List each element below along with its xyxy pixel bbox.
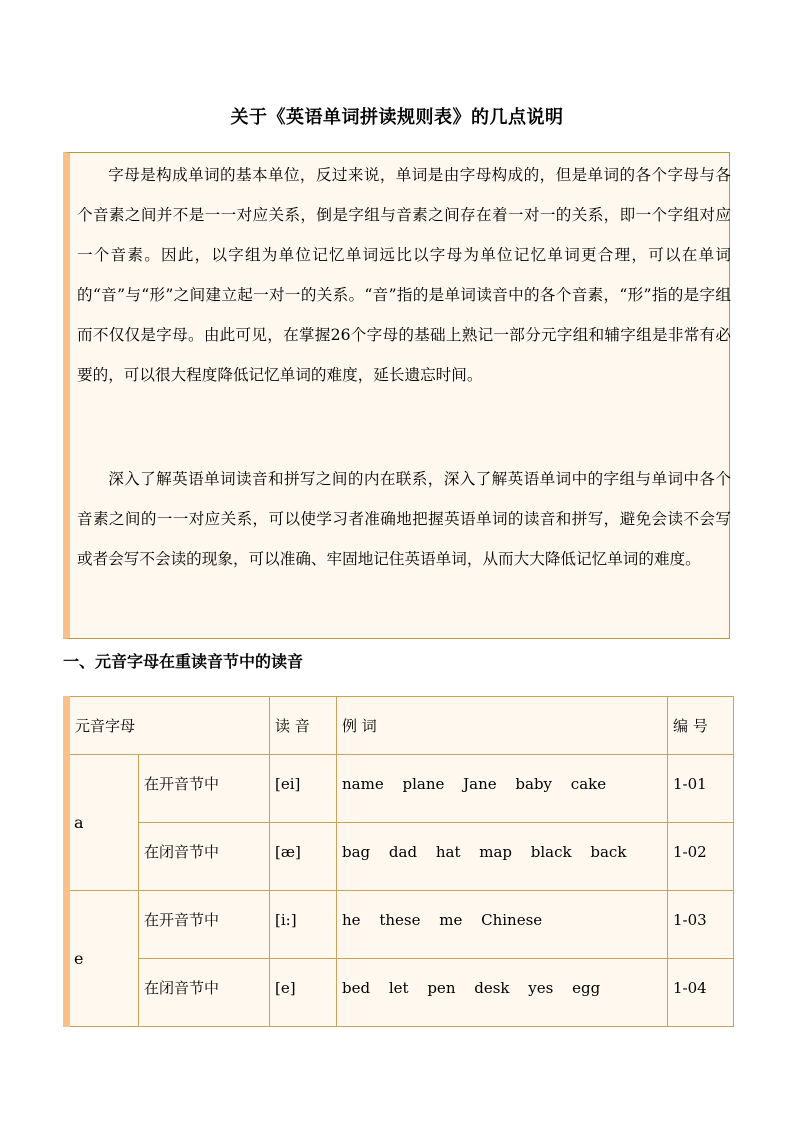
table-row — [67, 755, 734, 823]
header-number: 编 号 — [668, 697, 734, 755]
syllable-cell: 在闭音节中 — [139, 823, 270, 891]
syllable-cell: 在开音节中 — [139, 755, 270, 823]
examples-cell: bed let pen desk yes egg — [337, 959, 668, 1027]
pronunciation-cell: [e] — [270, 959, 337, 1027]
intro-box — [63, 152, 730, 639]
examples-cell: bag dad hat map black back — [337, 823, 668, 891]
document-title: 关于《英语单词拼读规则表》的几点说明 — [230, 107, 564, 128]
section-heading: 一、元音字母在重读音节中的读音 — [63, 652, 304, 671]
table-row — [67, 891, 734, 959]
table-row — [67, 959, 734, 1027]
syllable-cell: 在开音节中 — [139, 891, 270, 959]
header-examples: 例 词 — [337, 697, 668, 755]
header-pronunciation: 读 音 — [270, 697, 337, 755]
number-cell: 1-02 — [668, 823, 734, 891]
table-header-row — [67, 697, 734, 755]
pronunciation-cell: [ei] — [270, 755, 337, 823]
number-cell: 1-01 — [668, 755, 734, 823]
vowel-letter-cell: e — [67, 891, 139, 1027]
examples-cell: he these me Chinese — [337, 891, 668, 959]
intro-paragraph-2: 深入了解英语单词读音和拼写之间的内在联系，深入了解英语单词中的字组与单词中各个音素之间的一一对应关系，可以使学习者准确地把握英语单词的读音和拼写，避免会读不会写或者会写不会读的现象，可以准确、牢固地记住英语单词，从而大大降低记忆单词的难度。 — [77, 470, 731, 568]
number-cell: 1-04 — [668, 959, 734, 1027]
pronunciation-cell: [i:] — [270, 891, 337, 959]
intro-paragraph-1: 字母是构成单词的基本单位，反过来说，单词是由字母构成的，但是单词的各个字母与各个音素之间并不是一一对应关系，倒是字组与音素之间存在着一对一的关系，即一个字组对应一个音素。因此，以字组为单位记忆单词远比以字母为单位记忆单词更合理，可以在单词的“音”与“形”之间建立起一对一的关系。“音”指的是单词读音中的各个音素，“形”指的是字组而不仅仅是字母。由此可见，在掌握26个字母的基础上熟记一部分元字组和辅字组是非常有必要的，可以很大程度降低记忆单词的难度，延长遗忘时间。 — [77, 166, 731, 384]
examples-cell: name plane Jane baby cake — [337, 755, 668, 823]
pronunciation-cell: [æ] — [270, 823, 337, 891]
header-vowel-letter: 元音字母 — [67, 697, 270, 755]
vowel-pronunciation-table — [63, 696, 734, 1027]
number-cell: 1-03 — [668, 891, 734, 959]
vowel-letter-cell: a — [67, 755, 139, 891]
syllable-cell: 在闭音节中 — [139, 959, 270, 1027]
table-row — [67, 823, 734, 891]
